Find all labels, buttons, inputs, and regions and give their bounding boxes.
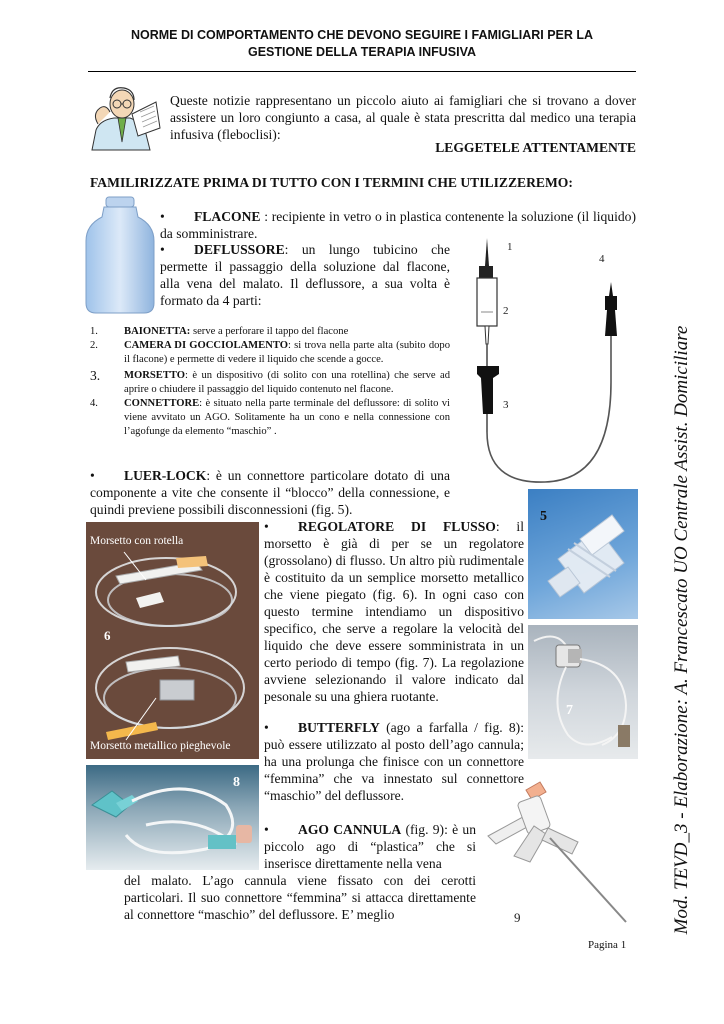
fig8-butterfly-photo: [86, 765, 259, 870]
diagram-label-2: 2: [503, 305, 509, 317]
part-text: : è situato nella parte terminale del deflussore: di solito vi viene avvitato un AGO. Solitamente ha un cono e nella connessione con l’agofunge da elemento “maschio” .: [124, 398, 450, 437]
deflussore-parts-list: [90, 325, 450, 439]
part-number: 1.: [90, 326, 98, 337]
fig6-label-top: Morsetto con rotella: [90, 535, 184, 547]
part-item-2: [90, 339, 450, 367]
ago-cannula-term: AGO CANNULA: [298, 822, 402, 837]
fig9-label: 9: [514, 910, 521, 925]
part-text: : si trova nella parte alta (subito dopo il flacone) e permette di vedere il liquido che scende a gocce.: [124, 340, 451, 365]
bullet-icon: •: [160, 242, 165, 257]
part-item-1: [90, 325, 450, 339]
intro-emphasis: LEGGETELE ATTENTAMENTE: [435, 140, 636, 155]
fig5-luer-lock-photo: [528, 489, 638, 619]
title-divider: [88, 71, 636, 72]
ago-cannula-definition-a: (fig. 9): è un piccolo ago di “plastica” che si inserisce direttamente nella vena: [264, 822, 476, 871]
part-term: CONNETTORE: [124, 398, 200, 409]
intro-paragraph: Queste notizie rappresentano un piccolo aiuto ai famigliari che si trovano a dover assistere un loro congiunto a casa, al quale è stata prescritta dal medico una terapia infusiva (fleboclisi):: [170, 93, 636, 142]
regolatore-definition: : il morsetto è già di per se un regolatore (grossolano) di flusso. Un altro più rudimentale è costituito da un semplice morsetto metallico che viene piegato (fig. 6). In ogni caso con questo termine intendiamo un dispositivo specifico, che serve a regolare la velocità del liquido che deve essere somministrata in un certo periodo di tempo (fig. 7). La regolazione avviene selezionando il valore indicato dal pesonale su una ghiera ruotante.: [264, 519, 524, 704]
part-number: 2.: [90, 340, 98, 351]
flow-regulator-icon: [528, 625, 638, 759]
bullet-icon: •: [264, 720, 269, 735]
luer-lock-item: [90, 467, 450, 518]
butterfly-definition: (ago a farfalla / fig. 8): può essere utilizzato al posto dell’ago cannula; ha una prolunga che finisce con un connettore “femmina” che va innestato sul connettore “maschio” del deflussore.: [264, 720, 524, 803]
fig6-label-bottom: Morsetto metallico pieghevole: [90, 740, 231, 752]
part-term: BAIONETTA:: [124, 326, 191, 337]
part-number: 3.: [90, 368, 101, 383]
fig7-regolatore-photo: [528, 625, 638, 759]
regolatore-item: [264, 518, 524, 705]
diagram-label-3: 3: [503, 399, 509, 411]
butterfly-term: BUTTERFLY: [298, 720, 380, 735]
bullet-icon: •: [264, 822, 269, 837]
fig5-label: 5: [540, 509, 547, 524]
bullet-icon: •: [264, 519, 269, 534]
bullet-icon: •: [90, 468, 95, 483]
section-heading: FAMILIRIZZATE PRIMA DI TUTTO CON I TERMINI CHE UTILIZZEREMO:: [90, 175, 573, 190]
side-footer-text-container: [662, 290, 702, 970]
diagram-label-1: 1: [507, 241, 513, 253]
diagram-label-4: 4: [599, 253, 605, 265]
ago-cannula-definition-b: del malato. L’ago cannula viene fissato con dei cerotti particolari. Il suo connettore “femmina” si attacca direttamente al connettore “maschio” del deflussore. E’ meglio: [124, 873, 476, 922]
fig9-ago-cannula-illustration: [474, 762, 634, 932]
page-number: Pagina 1: [588, 939, 627, 951]
tubing-set-icon: [86, 522, 259, 759]
deflussore-definition: : un lungo tubicino che permette il passaggio della soluzione dal flacone, alla vena del malato. Il deflussore, a sua volta è formato da 4 parti:: [160, 242, 450, 308]
fig8-label: 8: [233, 775, 240, 790]
part-text: : è un dispositivo (di solito con una rotellina) che serve ad aprire o chiudere il passaggio del liquido contenuto nel flacone.: [124, 370, 450, 395]
deflussore-diagram: [455, 232, 641, 490]
part-term: MORSETTO: [124, 370, 186, 381]
fig6-label: 6: [104, 628, 111, 643]
reading-man-illustration: [86, 84, 166, 152]
part-text: serve a perforare il tappo del flacone: [190, 326, 349, 337]
part-term: CAMERA DI GOCCIOLAMENTO: [124, 340, 288, 351]
flacone-definition: : recipiente in vetro o in plastica contenente la soluzione (il liquido) da somministrare.: [160, 209, 636, 241]
title-line-2: GESTIONE DELLA TERAPIA INFUSIVA: [247, 45, 477, 59]
flacone-term: FLACONE: [194, 209, 261, 224]
part-item-4: [90, 397, 450, 439]
bullet-icon: •: [160, 209, 165, 224]
deflussore-item: [160, 241, 450, 309]
luer-lock-term: LUER-LOCK: [124, 468, 207, 483]
part-number: 4.: [90, 398, 98, 409]
title-line-1: NORME DI COMPORTAMENTO CHE DEVONO SEGUIRE I FAMIGLIARI PER LA: [130, 28, 594, 42]
side-footer-text: Mod. TEVD_3 - Elaborazione: A. Francescato UO Centrale Assist. Domiciliare: [671, 325, 692, 935]
deflussore-term: DEFLUSSORE: [194, 242, 285, 257]
regolatore-term: REGOLATORE DI FLUSSO: [298, 519, 496, 534]
flacone-bottle-illustration: [84, 195, 156, 315]
fig6-regolatore-photo: [86, 522, 259, 759]
ago-cannula-item: [264, 821, 476, 872]
document-title: [88, 27, 636, 61]
fig7-label: 7: [566, 703, 573, 718]
luer-lock-definition: : è un connettore particolare dotato di una componente a vite che consente il “blocco” della connessione, e quindi previene possibili disconnessioni (fig. 5).: [90, 468, 450, 517]
part-item-3: [90, 369, 450, 397]
